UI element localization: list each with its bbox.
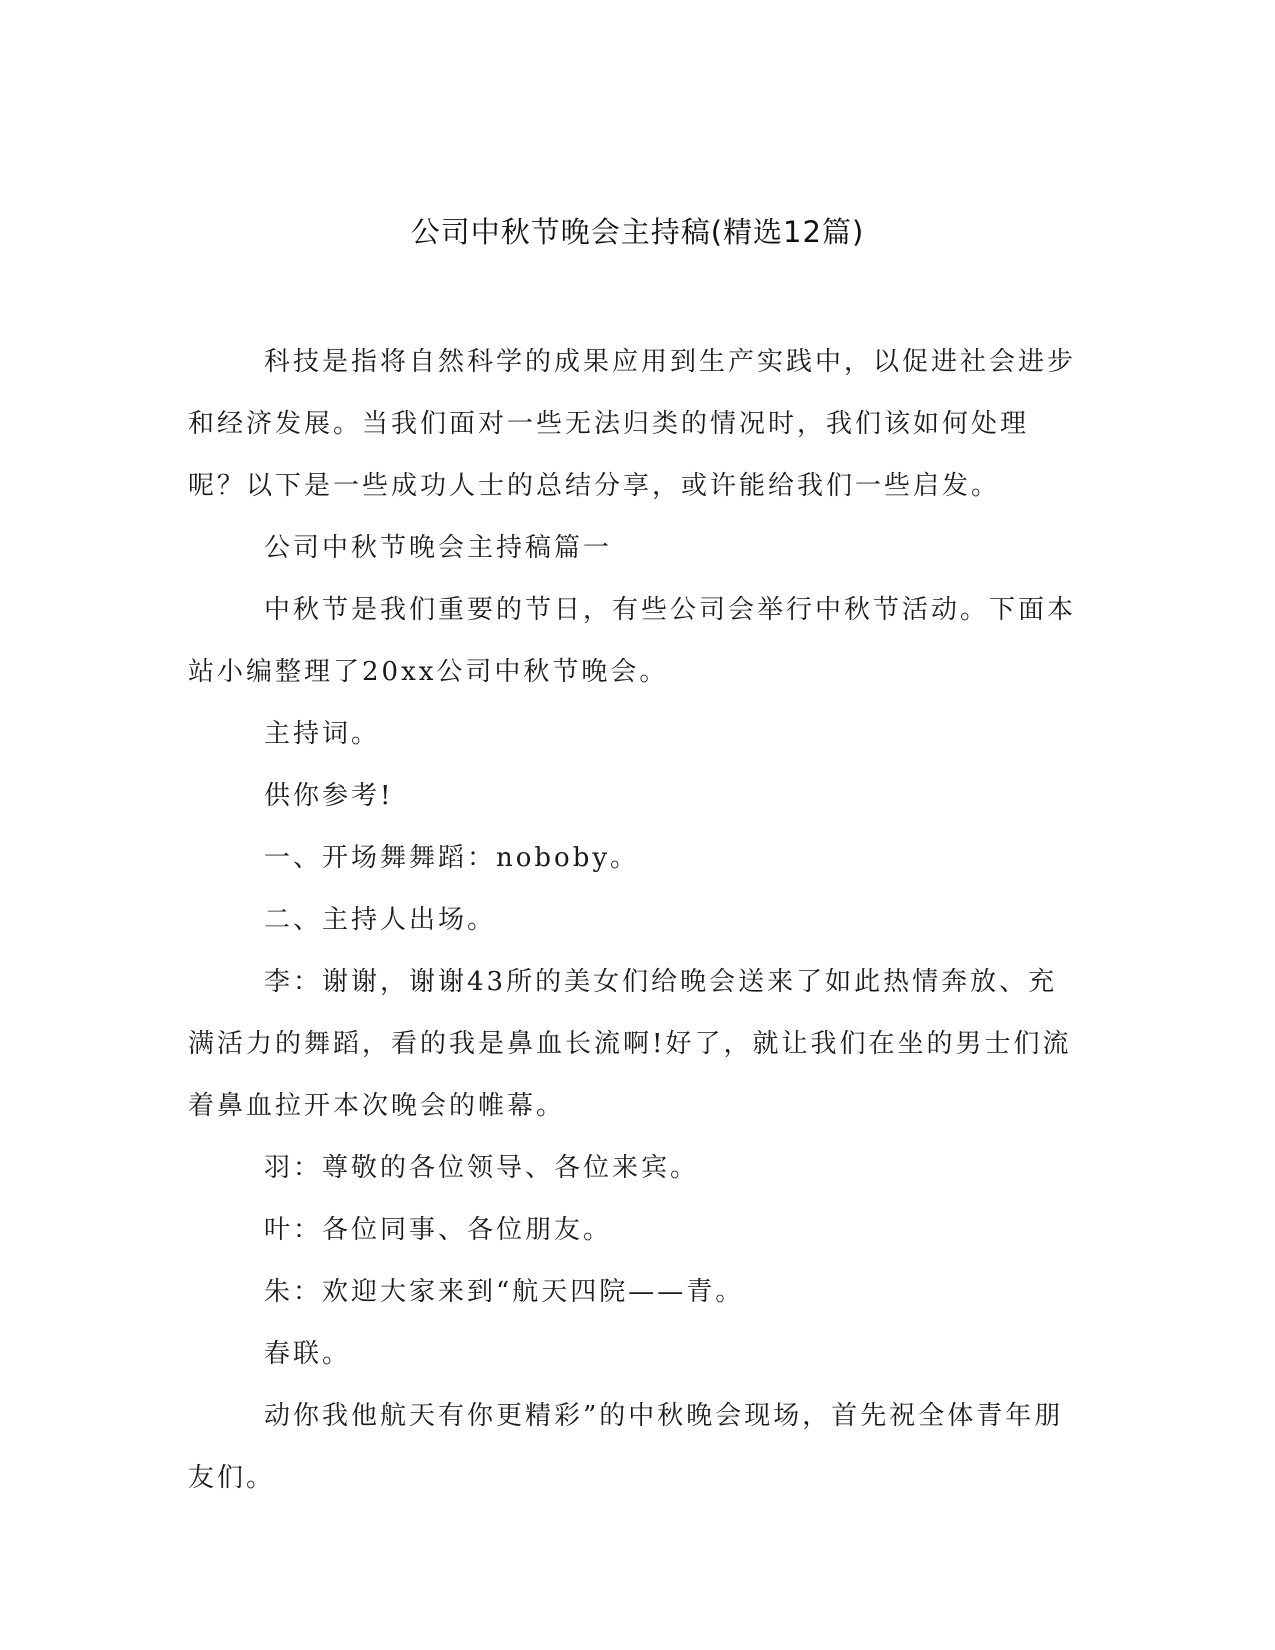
paragraph-dialogue: 朱：欢迎大家来到“航天四院——青。 [264, 1277, 745, 1307]
paragraph-dialogue: 叶：各位同事、各位朋友。 [264, 1215, 613, 1245]
paragraph-dialogue: 羽：尊敬的各位领导、各位来宾。 [264, 1153, 700, 1183]
paragraph: 动你我他航天有你更精彩”的中秋晚会现场，首先祝全体青年朋友们。 [188, 1401, 1064, 1493]
paragraph-intro: 科技是指将自然科学的成果应用到生产实践中，以促进社会进步和经济发展。当我们面对一些无法归类的情况时，我们该如何处理呢？以下是一些成功人士的总结分享，或许能给我们一些启发。 [188, 347, 1077, 501]
paragraph-section-heading: 公司中秋节晚会主持稿篇一 [264, 533, 613, 563]
document-title: 公司中秋节晚会主持稿(精选12篇) [410, 215, 865, 249]
paragraph: 主持词。 [264, 719, 381, 749]
paragraph: 春联。 [264, 1339, 352, 1369]
document-body [188, 331, 1078, 1509]
paragraph: 中秋节是我们重要的节日，有些公司会举行中秋节活动。下面本站小编整理了20xx公司中秋节晚会。 [188, 595, 1077, 687]
paragraph: 供你参考! [264, 781, 394, 811]
paragraph-list-item: 二、主持人出场。 [264, 905, 497, 935]
paragraph-list-item: 一、开场舞舞蹈：noboby。 [264, 843, 640, 873]
paragraph-dialogue: 李：谢谢，谢谢43所的美女们给晚会送来了如此热情奔放、充满活力的舞蹈，看的我是鼻血长流啊!好了，就让我们在坐的男士们流着鼻血拉开本次晚会的帷幕。 [188, 967, 1072, 1121]
